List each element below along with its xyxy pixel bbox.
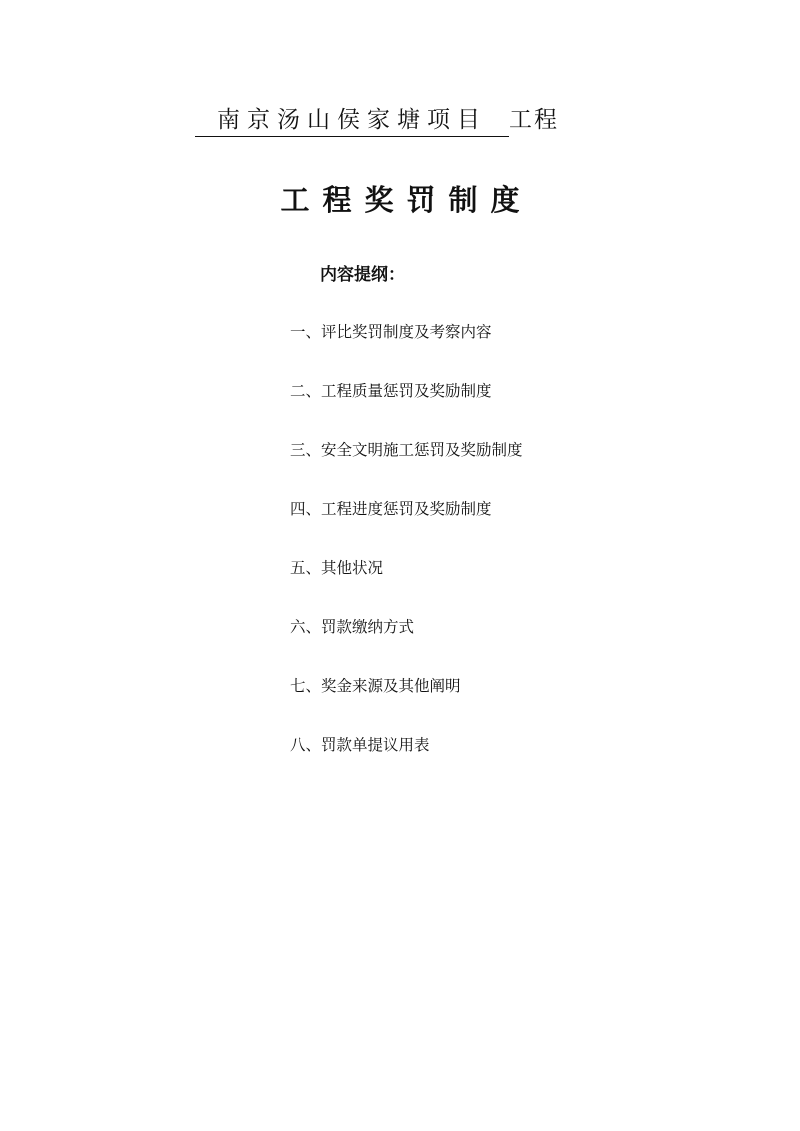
outline-item: 二、工程质量惩罚及奖励制度 xyxy=(290,382,492,400)
outline-item: 七、奖金来源及其他阐明 xyxy=(290,677,461,695)
outline-item: 八、罚款单提议用表 xyxy=(290,736,430,754)
outline-item: 六、罚款缴纳方式 xyxy=(290,618,415,636)
outline-item: 三、安全文明施工惩罚及奖励制度 xyxy=(290,441,523,459)
document-title: 工程奖罚制度 xyxy=(280,183,533,217)
project-header xyxy=(195,104,615,136)
project-name: 南京汤山侯家塘项目 xyxy=(195,104,509,137)
outline-item: 四、工程进度惩罚及奖励制度 xyxy=(290,500,492,518)
outline-heading: 内容提纲： xyxy=(320,265,405,285)
project-suffix: 工程 xyxy=(509,107,559,133)
outline-item: 一、评比奖罚制度及考察内容 xyxy=(290,323,492,341)
outline-list xyxy=(290,320,523,792)
outline-item: 五、其他状况 xyxy=(290,559,384,577)
